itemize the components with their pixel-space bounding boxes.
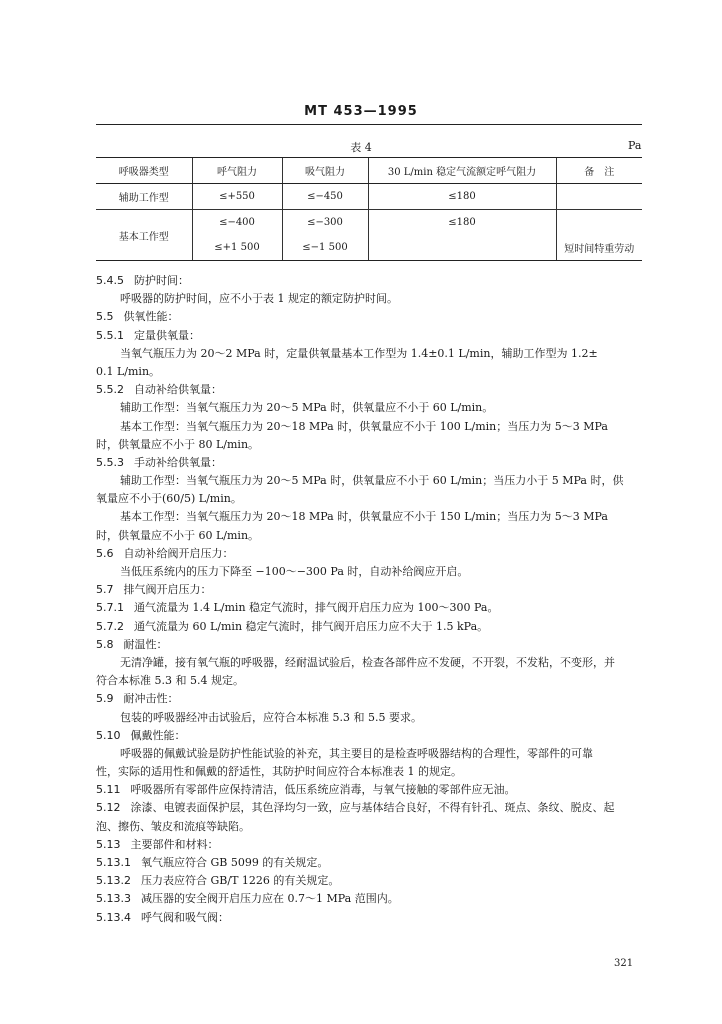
clause-text: 氧气瓶应符合 GB 5099 的有关规定。 — [141, 856, 329, 869]
section-number: 5.5 — [96, 310, 114, 324]
page-number: 321 — [614, 958, 634, 969]
table-cell-note — [556, 210, 642, 236]
clause-line — [96, 909, 656, 927]
table-unit: Pa — [628, 139, 642, 152]
text-line — [96, 563, 656, 581]
text-line — [96, 654, 656, 672]
section-number: 5.11 — [96, 783, 121, 797]
clause-line — [96, 454, 656, 472]
clause-text: 当氧气瓶压力为 20～2 MPa 时，定量供氧量基本工作型为 1.4±0.1 L/min，辅助工作型为 1.2± — [120, 346, 598, 360]
section-number: 5.5.2 — [96, 383, 124, 397]
text-line — [96, 399, 656, 417]
clause-text: 0.1 L/min。 — [96, 364, 161, 378]
clause-text: 供氧性能： — [123, 310, 179, 324]
clause-text: 符合本标准 5.3 和 5.4 规定。 — [96, 674, 244, 688]
table-cell-exhale: ≤+1 500 — [192, 235, 282, 261]
clause-text: 呼吸器的佩戴试验是防护性能试验的补充，其主要目的是检查呼吸器结构的合理性，零部件的可靠 — [120, 746, 593, 760]
clause-text: 自动补给阀开启压力： — [123, 546, 234, 560]
section-number: 5.5.1 — [96, 328, 124, 342]
section-number: 5.9 — [96, 692, 114, 706]
text-line — [96, 490, 656, 508]
clause-text: 当低压系统内的压力下降至 −100～−300 Pa 时，自动补给阀应开启。 — [120, 565, 469, 578]
table-cell-type: 基本工作型 — [96, 210, 192, 261]
clause-line — [96, 618, 656, 636]
clause-text: 减压器的安全阀开启压力应在 0.7～1 MPa 范围内。 — [141, 892, 399, 906]
clause-text: 防护时间： — [134, 274, 189, 287]
clause-text: 定量供氧量： — [134, 328, 200, 342]
clause-line — [96, 308, 656, 326]
section-number: 5.5.3 — [96, 455, 124, 469]
clause-text: 耐冲击性： — [123, 692, 179, 706]
clause-line — [96, 781, 656, 799]
clause-text: 通气流量为 60 L/min 稳定气流时，排气阀开启压力应不大于 1.5 kPa。 — [134, 619, 489, 633]
clause-text: 基本工作型：当氧气瓶压力为 20～18 MPa 时，供氧量应不小于 100 L/min；当压力为 5～3 MPa — [120, 419, 608, 433]
text-line — [96, 436, 656, 454]
section-number: 5.7.1 — [96, 601, 124, 615]
clause-line — [96, 890, 656, 908]
section-number: 5.12 — [96, 801, 121, 815]
table-row — [96, 184, 642, 210]
clause-text: 辅助工作型：当氧气瓶压力为 20～5 MPa 时，供氧量应不小于 60 L/min；当压力小于 5 MPa 时，供 — [120, 474, 624, 488]
page-header-standard-number: MT 453—1995 — [304, 104, 418, 119]
clause-text: 时，供氧量应不小于 80 L/min。 — [96, 437, 260, 451]
clause-text: 耐温性： — [123, 637, 168, 651]
table-cell-exhale: ≤+550 — [192, 184, 282, 210]
section-number: 5.13.3 — [96, 892, 131, 906]
clause-text: 主要部件和材料： — [130, 837, 219, 851]
clause-text: 涂漆、电镀表面保护层，其色泽均匀一致，应与基体结合良好，不得有针孔、斑点、条纹、脱皮、起 — [130, 801, 615, 815]
clause-text: 性，实际的适用性和佩戴的舒适性，其防护时间应符合本标准表 1 的规定。 — [96, 765, 462, 779]
section-number: 5.7.2 — [96, 619, 124, 633]
table-cell-exhale: ≤−400 — [192, 210, 282, 236]
clause-line — [96, 381, 656, 399]
section-number: 5.10 — [96, 728, 121, 742]
text-line — [96, 363, 656, 381]
section-number: 5.13.2 — [96, 874, 131, 888]
table-cell-inhale: ≤−1 500 — [282, 235, 368, 261]
text-line — [96, 345, 656, 363]
section-number: 5.4.5 — [96, 274, 124, 287]
clause-text: 排气阀开启压力： — [123, 583, 212, 597]
clause-text: 手动补给供氧量： — [134, 455, 222, 469]
header-rule — [96, 124, 642, 125]
clause-text: 呼气阀和吸气阀： — [141, 910, 229, 924]
table-cell-rated: ≤180 — [368, 210, 556, 236]
text-line — [96, 672, 656, 690]
column-header: 呼吸器类型 — [96, 158, 192, 184]
clause-line — [96, 545, 656, 563]
clause-text: 呼吸器所有零部件应保持清洁，低压系统应消毒，与氧气接触的零部件应无油。 — [130, 783, 516, 797]
clause-line — [96, 872, 656, 890]
table-header-row — [96, 158, 642, 184]
text-line — [96, 472, 656, 490]
clause-line — [96, 581, 656, 599]
table-cell-inhale: ≤−450 — [282, 184, 368, 210]
clause-line — [96, 636, 656, 654]
section-number: 5.8 — [96, 637, 114, 651]
table-cell-rated — [368, 235, 556, 261]
clause-line — [96, 690, 656, 708]
table-cell-inhale: ≤−300 — [282, 210, 368, 236]
clause-text: 通气流量为 1.4 L/min 稳定气流时，排气阀开启压力应为 100～300 Pa。 — [134, 601, 499, 615]
section-number: 5.13.4 — [96, 910, 131, 924]
table-cell-note: 短时间特重劳动 — [556, 235, 642, 261]
section-number: 5.7 — [96, 583, 114, 597]
clause-line — [96, 272, 656, 290]
clause-line — [96, 327, 656, 345]
clause-text: 自动补给供氧量： — [134, 383, 222, 397]
clause-line — [96, 599, 656, 617]
clause-text: 压力表应符合 GB/T 1226 的有关规定。 — [141, 874, 340, 888]
section-number: 5.6 — [96, 546, 114, 560]
clause-text: 佩戴性能： — [130, 728, 186, 742]
clause-text: 基本工作型：当氧气瓶压力为 20～18 MPa 时，供氧量应不小于 150 L/min；当压力为 5～3 MPa — [120, 510, 608, 524]
text-line — [96, 508, 656, 526]
section-number: 5.13 — [96, 837, 121, 851]
body-text — [96, 272, 656, 927]
column-header: 吸气阻力 — [282, 158, 368, 184]
table-cell-rated: ≤180 — [368, 184, 556, 210]
resistance-table — [96, 157, 642, 261]
text-line — [96, 745, 656, 763]
clause-line — [96, 727, 656, 745]
column-header: 呼气阻力 — [192, 158, 282, 184]
table-caption: 表 4 — [350, 141, 372, 154]
text-line — [96, 290, 656, 308]
text-line — [96, 527, 656, 545]
text-line — [96, 709, 656, 727]
text-line — [96, 763, 656, 781]
table-row — [96, 210, 642, 236]
text-line — [96, 418, 656, 436]
column-header: 30 L/min 稳定气流额定呼气阻力 — [368, 158, 556, 184]
clause-text: 氧量应不小于(60/5) L/min。 — [96, 492, 242, 506]
clause-text: 泡、擦伤、皱皮和流痕等缺陷。 — [96, 819, 250, 833]
clause-text: 呼吸器的防护时间，应不小于表 1 规定的额定防护时间。 — [120, 292, 398, 306]
table-cell-note — [556, 184, 642, 210]
clause-line — [96, 854, 656, 872]
clause-text: 无清净罐，接有氧气瓶的呼吸器，经耐温试验后，检查各部件应不发硬，不开裂，不发粘，不变形，并 — [120, 655, 615, 669]
column-header: 备 注 — [556, 158, 642, 184]
clause-text: 时，供氧量应不小于 60 L/min。 — [96, 528, 260, 542]
clause-text: 包装的呼吸器经冲击试验后，应符合本标准 5.3 和 5.5 要求。 — [120, 710, 422, 724]
section-number: 5.13.1 — [96, 856, 131, 869]
clause-text: 辅助工作型：当氧气瓶压力为 20～5 MPa 时，供氧量应不小于 60 L/min。 — [120, 401, 494, 415]
clause-line — [96, 836, 656, 854]
text-line — [96, 818, 656, 836]
table-cell-type: 辅助工作型 — [96, 184, 192, 210]
clause-line — [96, 799, 656, 817]
